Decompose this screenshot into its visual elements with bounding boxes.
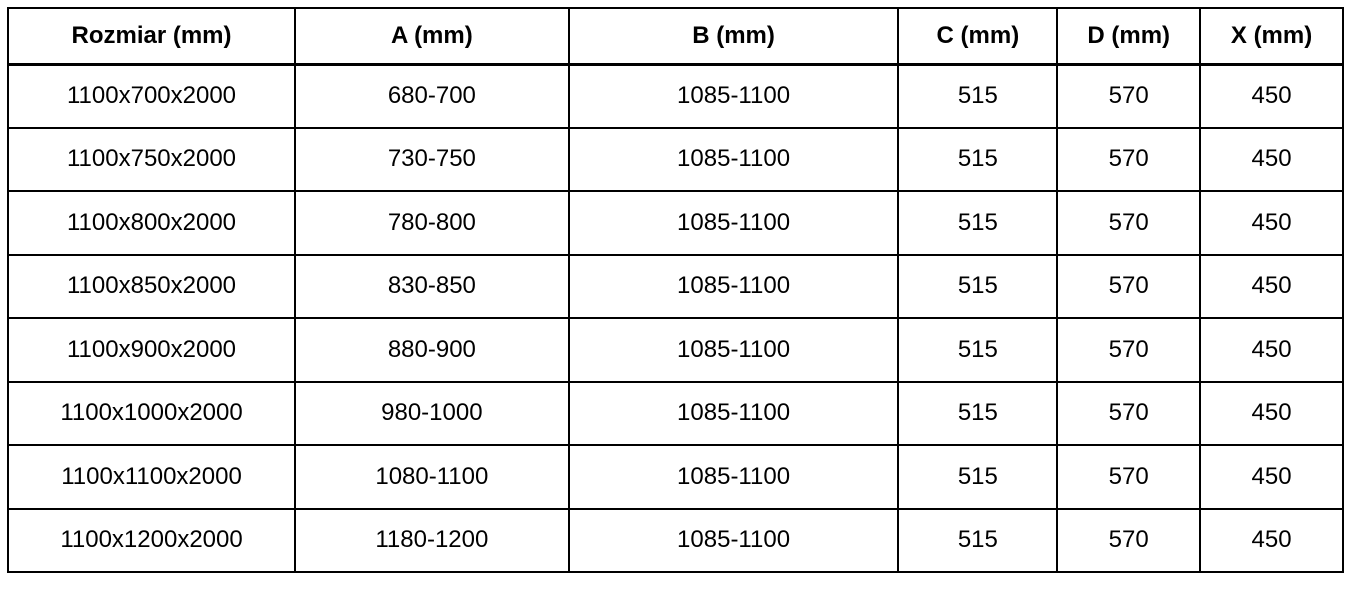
column-header-rozmiar: Rozmiar (mm) — [8, 8, 295, 64]
table-cell-x: 450 — [1200, 191, 1343, 255]
table-cell-c: 515 — [898, 64, 1057, 128]
table-cell-b: 1085-1100 — [569, 64, 899, 128]
table-cell-b: 1085-1100 — [569, 128, 899, 192]
size-table — [7, 7, 1344, 573]
table-cell-c: 515 — [898, 509, 1057, 573]
table-cell-rozmiar: 1100x850x2000 — [8, 255, 295, 319]
table-cell-d: 570 — [1057, 128, 1200, 192]
table-cell-c: 515 — [898, 255, 1057, 319]
table-cell-c: 515 — [898, 445, 1057, 509]
table-row — [8, 382, 1343, 446]
table-cell-d: 570 — [1057, 64, 1200, 128]
table-row — [8, 509, 1343, 573]
table-cell-b: 1085-1100 — [569, 382, 899, 446]
table-cell-d: 570 — [1057, 445, 1200, 509]
table-cell-a: 1080-1100 — [295, 445, 569, 509]
table-cell-a: 980-1000 — [295, 382, 569, 446]
table-body — [8, 64, 1343, 572]
table-cell-a: 880-900 — [295, 318, 569, 382]
table-cell-a: 1180-1200 — [295, 509, 569, 573]
table-cell-d: 570 — [1057, 382, 1200, 446]
table-header — [8, 8, 1343, 64]
header-row — [8, 8, 1343, 64]
table-cell-a: 680-700 — [295, 64, 569, 128]
table-cell-c: 515 — [898, 128, 1057, 192]
table-row — [8, 445, 1343, 509]
table-cell-a: 730-750 — [295, 128, 569, 192]
table-cell-rozmiar: 1100x1000x2000 — [8, 382, 295, 446]
table-cell-rozmiar: 1100x1200x2000 — [8, 509, 295, 573]
table-cell-rozmiar: 1100x900x2000 — [8, 318, 295, 382]
column-header-x: X (mm) — [1200, 8, 1343, 64]
table-cell-x: 450 — [1200, 318, 1343, 382]
table-cell-b: 1085-1100 — [569, 191, 899, 255]
table-cell-x: 450 — [1200, 255, 1343, 319]
table-cell-rozmiar: 1100x800x2000 — [8, 191, 295, 255]
table-cell-rozmiar: 1100x1100x2000 — [8, 445, 295, 509]
table-cell-d: 570 — [1057, 509, 1200, 573]
table-cell-rozmiar: 1100x700x2000 — [8, 64, 295, 128]
table-row — [8, 191, 1343, 255]
table-cell-c: 515 — [898, 191, 1057, 255]
table-cell-b: 1085-1100 — [569, 445, 899, 509]
table-cell-b: 1085-1100 — [569, 318, 899, 382]
table-cell-rozmiar: 1100x750x2000 — [8, 128, 295, 192]
table-cell-d: 570 — [1057, 318, 1200, 382]
table-cell-x: 450 — [1200, 128, 1343, 192]
table-row — [8, 64, 1343, 128]
table-cell-c: 515 — [898, 382, 1057, 446]
table-cell-x: 450 — [1200, 64, 1343, 128]
column-header-a: A (mm) — [295, 8, 569, 64]
column-header-c: C (mm) — [898, 8, 1057, 64]
table-row — [8, 255, 1343, 319]
table-cell-b: 1085-1100 — [569, 255, 899, 319]
column-header-d: D (mm) — [1057, 8, 1200, 64]
column-header-b: B (mm) — [569, 8, 899, 64]
table-cell-x: 450 — [1200, 382, 1343, 446]
table-cell-d: 570 — [1057, 255, 1200, 319]
table-cell-d: 570 — [1057, 191, 1200, 255]
table-cell-c: 515 — [898, 318, 1057, 382]
table-row — [8, 128, 1343, 192]
table-cell-a: 780-800 — [295, 191, 569, 255]
table-cell-a: 830-850 — [295, 255, 569, 319]
table-cell-x: 450 — [1200, 445, 1343, 509]
table-cell-x: 450 — [1200, 509, 1343, 573]
table-row — [8, 318, 1343, 382]
table-cell-b: 1085-1100 — [569, 509, 899, 573]
size-table-container — [7, 7, 1344, 573]
